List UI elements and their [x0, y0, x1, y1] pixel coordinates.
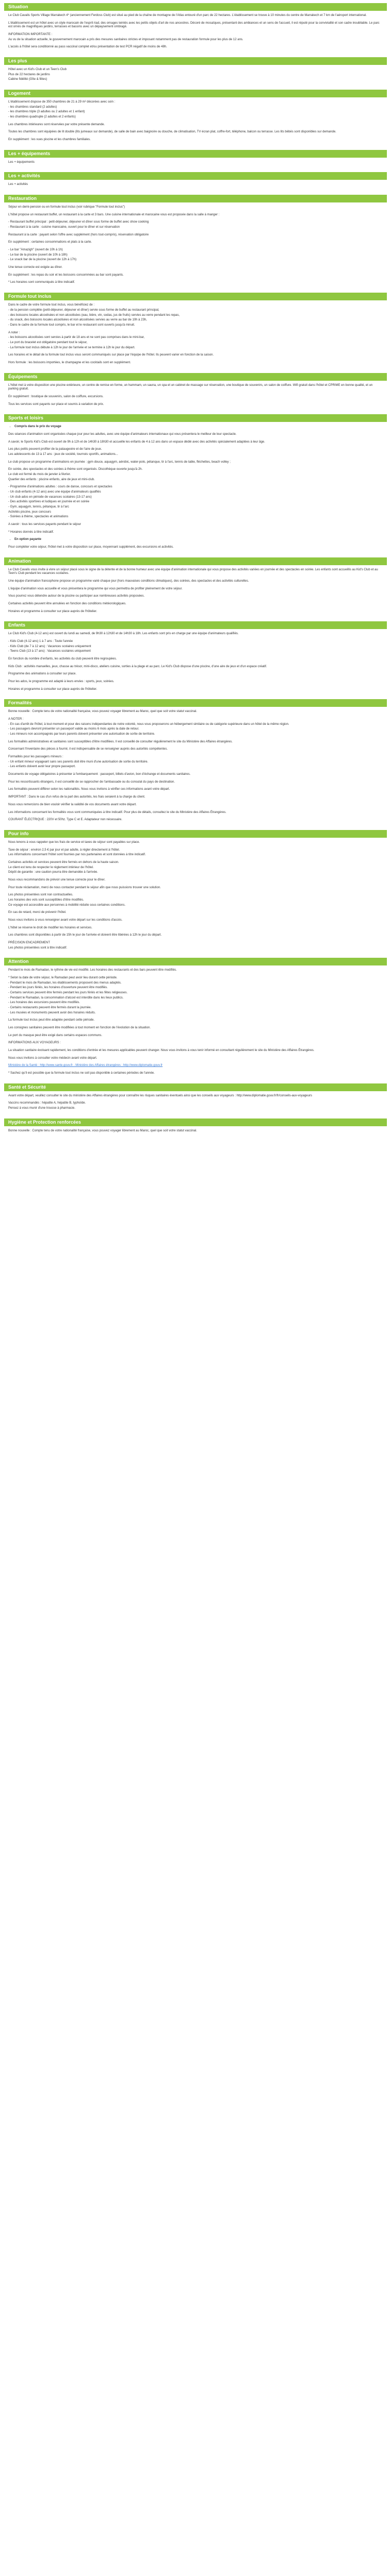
paragraph: Une équipe d'animation francophone propose un programme varié chaque jour (hors mauvaises conditions climatiques), des soirées, des spectacles et des activités culturelles. [8, 580, 249, 583]
paragraph: Les + équipements [8, 160, 35, 164]
section-restauration [4, 195, 387, 290]
paragraph: Certaines activités et services peuvent être fermés en dehors de la haute saison. [8, 860, 119, 864]
section-title-logement: Logement [4, 90, 387, 97]
paragraph: Programme des animations à consulter sur place. [8, 672, 77, 676]
section-content-attention [4, 965, 387, 1080]
section-title-formule: Formule tout inclus [4, 293, 387, 300]
paragraph: - les chambres quadruple (2 adultes et 2 enfants) [8, 115, 76, 119]
paragraph: Hors formule : les boissons importées, le champagne et les cocktails sont en supplément. [8, 361, 131, 364]
paragraph: En supplément : les vues piscine et les chambres familiales. [8, 138, 91, 142]
paragraph: Des séances d'animation sont organisées chaque jour pour les adultes, avec une équipe d'animateurs internationaux qui vous présentera le meilleur de leur spectacle. [8, 432, 237, 436]
paragraph: Tous les services sont payants sur place et soumis à variation de prix. [8, 402, 104, 406]
paragraph: Le club propose un programme d'animations en journée : gym douce, aquagym, aérobic, water-polo, pétanque, tir à l'arc, tennis de table, fléchettes, beach volley ; [8, 460, 231, 464]
paragraph: - Un club enfants (4-12 ans) avec une équipe d'animateurs qualifiés [8, 490, 101, 494]
paragraph: L'accès à l'hôtel sera conditionné au pass vaccinal complet et/ou présentation de test PCR négatif de moins de 48h. [8, 45, 167, 49]
paragraph: Nous vous invitons à consulter votre médecin avant votre départ. [8, 1056, 97, 1060]
section-content-sante [4, 1091, 387, 1115]
paragraph: Les formalités administratives et sanitaires sont susceptibles d'être modifiées. Il est conseillé de consulter régulièrement le site du Ministère des Affaires étrangères. [8, 740, 233, 743]
paragraph: - Certains restaurants peuvent être fermés durant la journée. [8, 1006, 92, 1009]
paragraph: Hôtel avec un Kid's Club et un Teen's Club [8, 68, 67, 72]
paragraph: - Kids Club (4-12 ans) 1 à 7 ans : Toute l'année [8, 640, 73, 643]
paragraph: Au vu de la situation actuelle, le gouvernement marocain a pris des mesures sanitaires strictes et imposant notamment pas de restauration formule pour les plus de 12 ans. [8, 38, 243, 41]
paragraph: Concernant l'inventaire des pièces à fournir, il est indispensable de se renseigner auprès des autorités compétentes. [8, 748, 168, 751]
section-sports [4, 414, 387, 554]
paragraph: Les photos présentées sont à titre indicatif. [8, 946, 68, 950]
paragraph: Pour les ados, le programme est adapté à leurs envies : sports, jeux, soirées. [8, 680, 115, 684]
paragraph: Les chambres intérieures sont réservées par votre présente demande. [8, 123, 105, 126]
section-equipements [4, 373, 387, 412]
paragraph: Ce voyage est accessible aux personnes à mobilité réduite sous certaines conditions. [8, 903, 126, 907]
list-item [14, 425, 383, 429]
paragraph: * Horaires donnés à titre indicatif. [8, 530, 54, 534]
paragraph: Toutes les chambres sont équipées de lit double (lits jumeaux sur demande), de salle de bain avec baignoire ou douche, de climatisation, TV écran plat, coffre-fort, téléphone, balcon ou terrasse. Les lits bébés sont disponibles sur demande. [8, 130, 336, 134]
paragraph: Kids Club : activités manuelles, jeux, chasse au trésor, mini-disco, ateliers cuisine, sorties à la plage et au parc. Le Kid's Club dispose d'une piscine, d'une aire de jeux et d'un espace créatif. [8, 665, 267, 668]
section-situation [4, 3, 387, 54]
section-content-restauration [4, 202, 387, 290]
paragraph: - Les horaires des excursions peuvent être modifiés. [8, 1001, 80, 1005]
paragraph: * Sachez qu'il est possible que la formule tout inclus ne soit pas disponible à certaines périodes de l'année. [8, 1072, 155, 1075]
paragraph: Les consignes sanitaires peuvent être modifiées à tout moment en fonction de l'évolution de la situation. [8, 1026, 151, 1029]
section-formalites [4, 699, 387, 826]
paragraph: - Certains services peuvent être fermés pendant les jours fériés et les fêtes religieuses. [8, 991, 128, 994]
section-title-hygiene: Hygiène et Protection renforcées [4, 1118, 387, 1126]
section-content-animation [4, 565, 387, 619]
section-hygiene [4, 1118, 387, 1138]
paragraph: Vaccins recommandés : hépatite A, hépatite B, typhoïde. [8, 1101, 86, 1105]
paragraph: - Un enfant mineur voyageant sans ses parents doit être muni d'une autorisation de sortie du territoire. [8, 760, 149, 764]
paragraph: - Restaurant buffet principal : petit-déjeuner, déjeuner et dîner sous forme de buffet avec show cooking [8, 221, 149, 224]
paragraph: En fonction du nombre d'enfants, les activités du club peuvent être regroupées. [8, 657, 117, 661]
paragraph: Pour les ressortissants étrangers, il est conseillé de se rapprocher de l'ambassade ou du consulat du pays de destination. [8, 780, 175, 784]
paragraph: Vous pourrez vous détendre autour de la piscine ou participer aux nombreuses activités proposées. [8, 595, 145, 598]
paragraph: Le Club Cavalis Sports Village Marrakech 4* (anciennement Ferdoss Club) est situé au pied de la chaîne de montagne de l'Atlas entouré d'un parc de 22 hectares. L'établissement se trouve à 10 minutes du centre de Marrakech et 7 km de l'aéroport international. [8, 14, 367, 17]
section-content-logement [4, 97, 387, 147]
paragraph: Les + activités [8, 183, 28, 187]
paragraph: Les informations concernant l'hôtel sont fournies par nos partenaires et sont données à titre indicatif. [8, 853, 146, 857]
paragraph: Pensez à vous munir d'une trousse à pharmacie. [8, 1107, 75, 1110]
section-title-restauration: Restauration [4, 195, 387, 202]
paragraph: Horaires et programme à consulter sur place auprès de l'hôtelier. [8, 687, 97, 691]
paragraph: INFORMATION IMPORTANTE : [8, 33, 53, 37]
section-title-infos: Pour info [4, 830, 387, 838]
paragraph: Les photos présentées sont non contractuelles. [8, 893, 73, 897]
section-content-formule [4, 300, 387, 369]
paragraph: - des boissons locales alcoolisées et non alcoolisées (eau, bière, vin, sodas, jus de fruits) servies au verre pendant les repas, [8, 313, 180, 317]
paragraph: INFORMATIONS AUX VOYAGEURS : [8, 1041, 61, 1045]
section-attention [4, 958, 387, 1080]
paragraph: Les plus petits peuvent profiter de la pataugeoire et de l'aire de jeux. [8, 448, 102, 451]
list-item [14, 538, 383, 542]
paragraph: Pour toute réclamation, merci de nous contacter pendant le séjour afin que nous puissions trouver une solution. [8, 886, 161, 889]
paragraph: L'hôtel met à votre disposition une piscine extérieure, un centre de remise en forme, un hammam, un sauna, un spa et un cabinet de massage sur réservation, une boutique de souvenirs, un salon de coiffure. Wifi gratuit dans l'hôtel et CPRIME en bonne qualité, et un parking gratuit. [8, 383, 373, 391]
section-title-situation: Situation [4, 3, 387, 11]
paragraph: - Un club ados en période de vacances scolaires (13-17 ans) [8, 495, 92, 499]
section-title-plus: Les plus [4, 57, 387, 65]
paragraph: Les formalités peuvent différer selon les nationalités. Nous vous invitons à vérifier ces informations avant votre départ. [8, 788, 170, 791]
paragraph: - La formule tout inclus débute à 12h le jour de l'arrivée et se termine à 12h le jour du départ. [8, 346, 135, 349]
paragraph: Pour compléter votre séjour, l'hôtel met à votre disposition sur place, moyennant supplément, des excursions et activités. [8, 546, 174, 549]
paragraph: PRÉCISION ENCADREMENT [8, 941, 51, 944]
paragraph: Le Club Cavalis vous invite à vivre un séjour placé sous le signe de la détente et de la bonne humeur avec une équipe d'animation internationale qui vous propose des activités variées en journée et des spectacles en soirée. Les enfants sont accueillis au Kid's Club et au Teen's Club pendant les vacances scolaires. [8, 568, 378, 575]
section-content-sports [4, 422, 387, 554]
paragraph: Nous vous recommandons de prévoir une tenue correcte pour le dîner. [8, 878, 106, 882]
paragraph: Séjour en demi-pension ou en formule tout inclus (voir rubrique "Formule tout inclus") [8, 206, 125, 209]
section-sante [4, 1083, 387, 1115]
paragraph: A savoir : tous les services payants pendant le séjour [8, 522, 82, 526]
section-content-situation [4, 11, 387, 54]
section-activites-plus [4, 172, 387, 192]
paragraph: Formalités pour les passagers mineurs : [8, 755, 63, 759]
section-infos [4, 830, 387, 955]
paragraph [8, 1064, 383, 1068]
paragraph: La situation sanitaire évoluant rapidement, les conditions d'entrée et les mesures applicables peuvent changer. Nous vous invitons à vous tenir informé en consultant régulièrement le site du Ministère des Affaires Étrangères. [8, 1049, 315, 1052]
section-content-equipements [4, 381, 387, 412]
paragraph: COURANT ÉLECTRIQUE : 220V et 50hz. Type C et E. Adaptateur non nécessaire. [8, 818, 122, 822]
paragraph: - Kids Club (de 7 à 12 ans) : Vacances scolaires uniquement [8, 645, 91, 648]
paragraph: * Selon la date de votre séjour, le Ramadan peut avoir lieu durant cette période. [8, 976, 118, 979]
paragraph: Les informations concernant les formalités vous sont communiquées à titre indicatif. Pour plus de détails, consultez le site du Ministère des Affaires Étrangères. [8, 810, 226, 814]
paragraph: Nous tenons à vous rappeler que les frais de service et taxes de séjour sont payables sur place. [8, 840, 140, 844]
paragraph: - Programme d'animations adultes : cours de danse, concours et spectacles [8, 485, 112, 489]
bullet-label: En option payante [14, 538, 42, 541]
paragraph: A NOTER : [8, 718, 24, 721]
paragraph: Les horaires des vols sont susceptibles d'être modifiés. [8, 898, 84, 902]
paragraph: - En cas d'arrêt de l'hôtel, à tout moment et pour des raisons indépendantes de notre volonté, nous vous proposerons un hébergement similaire ou de catégorie supérieure dans un hôtel de la même région. [8, 722, 289, 726]
paragraph: Les chambres sont disponibles à partir de 15h le jour de l'arrivée et doivent être libérées à 12h le jour du départ. [8, 934, 162, 937]
paragraph: En supplément : boutique de souvenirs, salon de coiffure, excursions. [8, 395, 104, 398]
paragraph: Bonne nouvelle : Compte tenu de votre nationalité française, vous pouvez voyager librement au Maroc, quel que soit votre statut vaccinal. [8, 1129, 197, 1132]
paragraph: - Les mineurs non accompagnés par leurs parents doivent présenter une autorisation de sortie de territoire. [8, 733, 155, 736]
paragraph: Les horaires et le détail de la formule tout inclus vous seront communiqués sur place par l'équipe de l'hôtel. Ils peuvent varier en fonction de la saison. [8, 353, 214, 357]
paragraph: L'établissement est un hôtel avec un style marocain de l'esprit riad, des ornages teintés avec les petits objets d'art de nos ancestres. Décoré de mosaïques, présentant des ambiances et un sens de l'accueil, il est réputé pour la convivialité et son cadre inoubliable. Le parc est ornés de magnifiques jardins, terrasses et bassins avec un dépaysement ombragé. [8, 21, 380, 29]
paragraph: Le Club Kid's Club (4-12 ans) est ouvert du lundi au samedi, de 9h30 à 12h30 et de 14h30 à 18h. Les enfants sont pris en charge par une équipe d'animateurs qualifiés. [8, 632, 239, 636]
paragraph: Dans le cadre de votre formule tout inclus, vous bénéficiez de : [8, 303, 95, 307]
paragraph: - Teens Club (13 à 17 ans) : Vacances scolaires uniquement [8, 650, 91, 653]
paragraph: Dépôt de garantie : une caution pourra être demandée à l'arrivée. [8, 871, 98, 874]
section-title-sante: Santé et Sécurité [4, 1083, 387, 1091]
section-animation [4, 557, 387, 619]
paragraph: - Pendant les jours fériés, les horaires d'ouverture peuvent être modifiés. [8, 986, 108, 990]
paragraph: - Soirées à thème, spectacles et animations [8, 515, 69, 519]
paragraph: - Le bar "Amazigh" (ouvert de 10h à 1h) [8, 248, 63, 252]
paragraph: - de la pension complète (petit-déjeuner, déjeuner et dîner) servie sous forme de buffet au restaurant principal, [8, 308, 159, 312]
paragraph: - Des activités sportives et ludiques en journée et en soirée [8, 500, 90, 504]
section-content-hygiene [4, 1126, 387, 1138]
section-title-enfants: Enfants [4, 621, 387, 629]
paragraph: * Les horaires sont communiqués à titre indicatif. [8, 281, 75, 284]
paragraph: IMPORTANT : Dans le cas d'un refus de la part des autorités, les frais seraient à la charge du client. [8, 795, 145, 799]
paragraph: - Les musées et monuments peuvent avoir des horaires réduits. [8, 1011, 96, 1014]
health-ministry-link[interactable]: Ministère de la Santé : http://www.sante.gouv.fr - Ministère des Affaires étrangères : http://www.diplomatie.gouv.fr [8, 1064, 163, 1067]
paragraph: - du snack, des boissons locales alcoolisées et non alcoolisées servies au verre au bar de 10h à 23h, [8, 318, 147, 322]
paragraph: Le port du masque peut être exigé dans certains espaces communs. [8, 1033, 103, 1037]
paragraph: L'hôtel propose un restaurant buffet, un restaurant à la carte et 3 bars. Une cuisine internationale et marocaine vous est proposée dans la salle à manger : [8, 213, 220, 216]
section-formule [4, 293, 387, 369]
paragraph: En cas de retard, merci de prévenir l'hôtel. [8, 911, 67, 914]
bullet-label: Compris dans le prix du voyage [14, 425, 61, 429]
section-content-enfants [4, 629, 387, 696]
section-logement [4, 90, 387, 147]
paragraph: - les chambres standard (2 adultes) [8, 105, 57, 109]
section-content-infos [4, 838, 387, 955]
paragraph: A savoir, le Sports Kid's Club est ouvert de 9h à 12h et de 14h30 à 18h30 et accueille les enfants de 4 à 12 ans dans un espace dédié avec des activités spécialement adaptées à leur âge. [8, 440, 265, 444]
paragraph: - Le snack bar de la piscine (ouvert de 12h à 17h) [8, 258, 77, 262]
paragraph: A noter : [8, 331, 20, 334]
paragraph: Une tenue correcte est exigée au dîner. [8, 266, 63, 269]
paragraph: Horaires et programme à consulter sur place auprès de l'hôtelier. [8, 609, 97, 613]
paragraph: Nous vous remercions de bien vouloir vérifier la validité de vos documents avant votre départ. [8, 803, 137, 806]
paragraph: Taxe de séjour : environ 2,5 € par jour et par adulte, à régler directement à l'hôtel. [8, 848, 120, 852]
section-equipements-plus [4, 150, 387, 170]
paragraph: En soirée, des spectacles et des soirées à thème sont organisés. Discothèque ouverte jusqu'à 2h. [8, 468, 143, 471]
section-title-formalites: Formalités [4, 699, 387, 707]
paragraph: La formule tout inclus peut être adaptée pendant cette période. [8, 1019, 95, 1022]
bullet-list [8, 538, 383, 542]
paragraph: Plus de 22 hectares de jardins [8, 73, 50, 76]
section-title-sports: Sports et loisirs [4, 414, 387, 422]
paragraph: - Les enfants doivent avoir leur propre passeport. [8, 765, 76, 769]
paragraph: Les adolescents de 13 à 17 ans : jeux de société, tournois sportifs, animations... [8, 452, 118, 456]
section-content-equipements-plus [4, 158, 387, 170]
section-title-activites-plus: Les + activités [4, 172, 387, 180]
section-content-activites-plus [4, 180, 387, 192]
section-title-attention: Attention [4, 958, 387, 965]
paragraph: - Le port du bracelet est obligatoire pendant tout le séjour, [8, 341, 88, 344]
section-title-equipements-plus: Les + équipements [4, 150, 387, 158]
section-enfants [4, 621, 387, 696]
paragraph: Avant votre départ, veuillez consulter le site du ministère des Affaires étrangères pour connaître les risques sanitaires éventuels ainsi que les conseils aux voyageurs : http://www.diplomatie.gouv.fr/fr/conseils-aux-voyageurs [8, 1094, 312, 1097]
paragraph: - Les passagers devront présenter un passeport valide au moins 6 mois après la date de retour. [8, 727, 139, 731]
paragraph: - Restaurant à la carte : cuisine marocaine, ouvert pour le dîner et sur réservation [8, 226, 120, 229]
paragraph: Restaurant à la carte : payant selon l'offre avec supplément (hors tout-compris), réservation obligatoire [8, 233, 149, 236]
paragraph: - les chambres triple (3 adultes ou 2 adultes et 1 enfant) [8, 110, 85, 114]
paragraph: En supplément : certaines consommations et plats à la carte. [8, 241, 92, 244]
section-title-animation: Animation [4, 557, 387, 565]
paragraph: L'établissement dispose de 350 chambres de 21 à 29 m² décorées avec soin : [8, 100, 116, 104]
paragraph: - Pendant le Ramadan, la consommation d'alcool est interdite dans les lieux publics. [8, 996, 124, 999]
paragraph: - les boissons alcoolisées sont servies à partir de 18 ans et ne sont pas comprises dans le mini-bar, [8, 336, 145, 340]
paragraph: Certaines activités peuvent être annulées en fonction des conditions météorologiques. [8, 602, 126, 606]
paragraph: L'hôtel se réserve le droit de modifier les horaires et services. [8, 926, 92, 929]
bullet-list [8, 425, 383, 429]
section-content-plus [4, 65, 387, 87]
paragraph: Bonne nouvelle : Compte tenu de votre nationalité française, vous pouvez voyager librement au Maroc, quel que soit votre statut vaccinal. [8, 710, 197, 714]
product-page [0, 0, 391, 1138]
paragraph: Nous vous invitons à vous renseigner avant votre départ sur les conditions d'accès. [8, 918, 123, 922]
paragraph: - Dans le cadre de la formule tout compris, le bar et le restaurant sont ouverts jusqu'à minuit. [8, 323, 135, 327]
paragraph: Activités piscine, jeux concours [8, 510, 52, 514]
paragraph: Quartier des enfants : piscine enfants, aire de jeux et mini-club. [8, 478, 95, 481]
paragraph: - Pendant le mois de Ramadan, les établissements proposent des menus adaptés. [8, 981, 122, 985]
section-title-equipements: Équipements [4, 373, 387, 381]
paragraph: Cabine fidélité (Gîte & fêtes) [8, 78, 47, 81]
paragraph: Pendant le mois de Ramadan, le rythme de vie est modifié. Les horaires des restaurants et des bars peuvent être modifiés. [8, 969, 177, 972]
section-content-formalites [4, 707, 387, 826]
paragraph: L'équipe d'animation vous accueille et vous présentera le programme qui vous permettra de profiter pleinement de votre séjour. [8, 587, 183, 590]
paragraph: - Gym, aquagym, tennis, pétanque, tir à l'arc [8, 505, 69, 509]
paragraph: Le client est tenu de respecter le règlement intérieur de l'hôtel. [8, 866, 94, 869]
paragraph: - Le bar de la piscine (ouvert de 10h à 18h) [8, 253, 68, 257]
section-plus [4, 57, 387, 87]
paragraph: Le club est fermé du mois de janvier à février. [8, 472, 71, 476]
paragraph: En supplément : les repas du soir et les boissons consommées au bar sont payants. [8, 273, 124, 277]
paragraph: Documents de voyage obligatoires à présenter à l'embarquement : passeport, billets d'avion, bon d'échange et documents sanitaires. [8, 773, 191, 776]
